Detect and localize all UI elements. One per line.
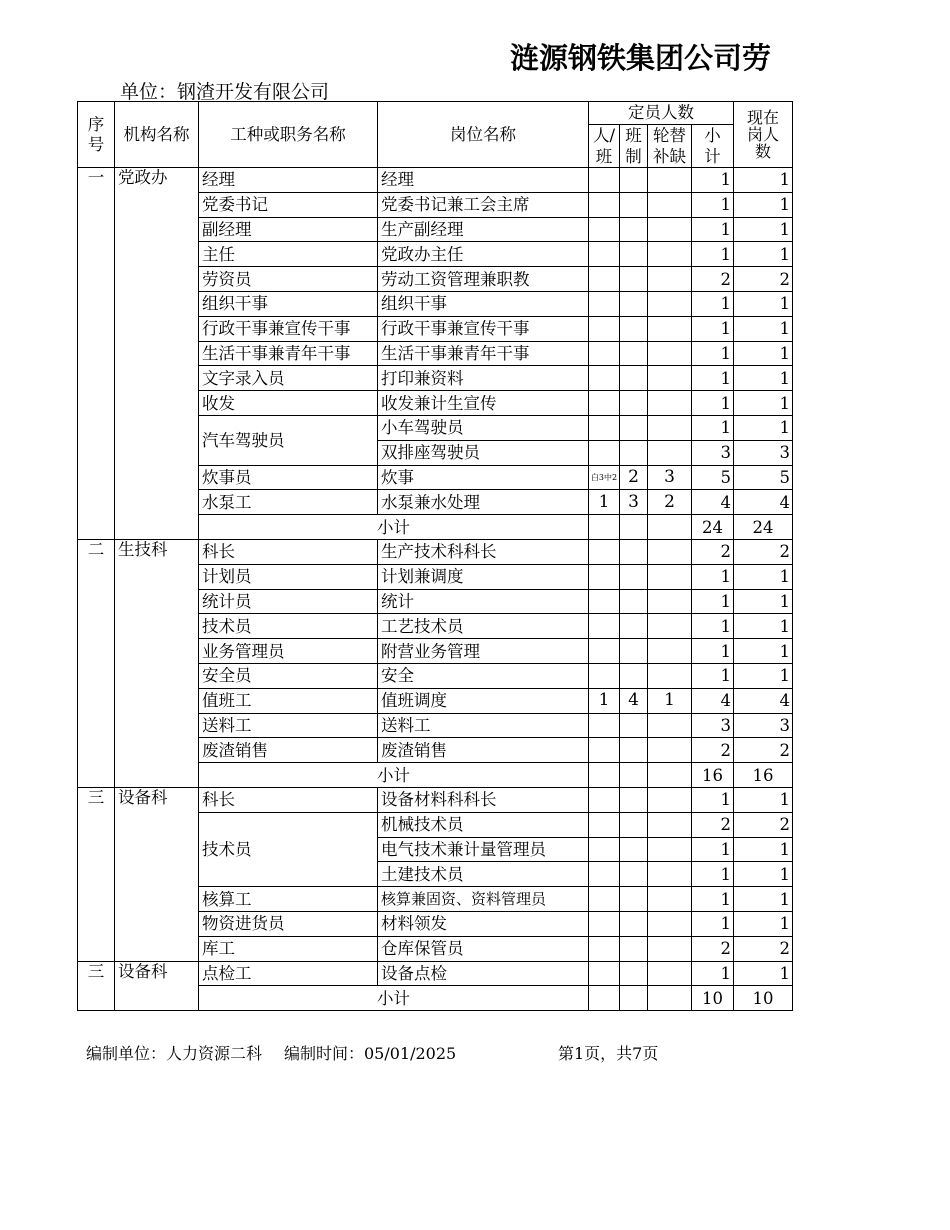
org-cell: 设备科 [115, 961, 199, 1011]
subtotal-cell: 1 [692, 639, 734, 664]
job-cell: 点检工 [199, 961, 378, 986]
current-cell: 1 [734, 887, 793, 912]
subtotal-cell: 5 [692, 465, 734, 490]
post-cell: 组织干事 [378, 291, 589, 316]
shifts-cell [620, 415, 648, 440]
current-cell: 1 [734, 391, 793, 416]
per-shift-cell [589, 168, 620, 193]
job-cell: 科长 [199, 539, 378, 564]
per-shift-cell [589, 242, 620, 267]
post-cell: 经理 [378, 168, 589, 193]
shifts-cell [620, 713, 648, 738]
current-cell: 1 [734, 639, 793, 664]
per-shift-cell [589, 738, 620, 763]
per-shift-cell [589, 663, 620, 688]
section-current-total: 10 [734, 986, 793, 1011]
post-cell: 炊事 [378, 465, 589, 490]
empty-cell [648, 515, 692, 540]
job-cell: 废渣销售 [199, 738, 378, 763]
current-cell: 3 [734, 440, 793, 465]
section-current-total: 16 [734, 763, 793, 788]
job-cell: 炊事员 [199, 465, 378, 490]
relief-cell [648, 713, 692, 738]
post-cell: 仓库保管员 [378, 936, 589, 961]
post-cell: 核算兼固资、资料管理员 [378, 887, 589, 912]
org-cell: 设备科 [115, 787, 199, 961]
shifts-cell [620, 812, 648, 837]
subtotal-cell: 1 [692, 911, 734, 936]
section-current-total: 24 [734, 515, 793, 540]
shifts-cell [620, 217, 648, 242]
current-cell: 1 [734, 564, 793, 589]
relief-cell [648, 391, 692, 416]
post-cell: 行政干事兼宣传干事 [378, 316, 589, 341]
shifts-cell [620, 192, 648, 217]
post-cell: 生产技术科科长 [378, 539, 589, 564]
shifts-cell: 3 [620, 490, 648, 515]
subtotal-cell: 4 [692, 490, 734, 515]
relief-cell [648, 812, 692, 837]
current-cell: 1 [734, 341, 793, 366]
staffing-table-container [77, 101, 790, 1013]
seq-cell: 三 [78, 961, 115, 1011]
seq-cell: 一 [78, 168, 115, 540]
current-cell: 1 [734, 366, 793, 391]
job-cell: 劳资员 [199, 267, 378, 292]
job-cell: 物资进货员 [199, 911, 378, 936]
header-job: 工种或职务名称 [199, 102, 378, 168]
per-shift-cell [589, 341, 620, 366]
subtotal-cell: 1 [692, 168, 734, 193]
post-cell: 生产副经理 [378, 217, 589, 242]
footer-prepared-by: 编制单位：人力资源二科 [86, 1044, 263, 1063]
empty-cell [648, 986, 692, 1011]
post-cell: 党委书记兼工会主席 [378, 192, 589, 217]
per-shift-cell [589, 267, 620, 292]
subtotal-cell: 2 [692, 738, 734, 763]
post-cell: 废渣销售 [378, 738, 589, 763]
per-shift-cell [589, 713, 620, 738]
subtotal-cell: 4 [692, 688, 734, 713]
shifts-cell [620, 936, 648, 961]
per-shift-cell [589, 961, 620, 986]
per-shift-cell [589, 589, 620, 614]
post-cell: 统计 [378, 589, 589, 614]
per-shift-cell: 1 [589, 490, 620, 515]
relief-cell [648, 614, 692, 639]
table-row [78, 787, 793, 812]
job-cell: 库工 [199, 936, 378, 961]
current-cell: 1 [734, 291, 793, 316]
relief-cell [648, 639, 692, 664]
post-cell: 党政办主任 [378, 242, 589, 267]
org-cell: 党政办 [115, 168, 199, 540]
empty-cell [620, 763, 648, 788]
section-subtotal: 16 [692, 763, 734, 788]
relief-cell: 2 [648, 490, 692, 515]
post-cell: 劳动工资管理兼职教 [378, 267, 589, 292]
subtotal-cell: 1 [692, 564, 734, 589]
current-cell: 1 [734, 415, 793, 440]
current-cell: 1 [734, 217, 793, 242]
empty-cell [589, 763, 620, 788]
per-shift-cell: 白3中2 [589, 465, 620, 490]
relief-cell [648, 415, 692, 440]
subtotal-cell: 1 [692, 316, 734, 341]
per-shift-cell [589, 366, 620, 391]
staffing-table [77, 101, 793, 1011]
post-cell: 收发兼计生宣传 [378, 391, 589, 416]
shifts-cell [620, 341, 648, 366]
current-cell: 1 [734, 663, 793, 688]
empty-cell [589, 986, 620, 1011]
per-shift-cell [589, 862, 620, 887]
current-cell: 2 [734, 539, 793, 564]
subtotal-cell: 1 [692, 366, 734, 391]
job-cell: 技术员 [199, 812, 378, 886]
job-cell: 计划员 [199, 564, 378, 589]
current-cell: 4 [734, 490, 793, 515]
relief-cell [648, 862, 692, 887]
job-cell: 核算工 [199, 887, 378, 912]
subtotal-cell: 2 [692, 539, 734, 564]
document-title: 涟源钢铁集团公司劳 [510, 41, 772, 75]
header-org: 机构名称 [115, 102, 199, 168]
current-cell: 1 [734, 961, 793, 986]
subtotal-cell: 1 [692, 291, 734, 316]
post-cell: 安全 [378, 663, 589, 688]
subtotal-cell: 1 [692, 391, 734, 416]
header-shifts: 班制 [620, 125, 648, 168]
table-row [78, 539, 793, 564]
relief-cell [648, 242, 692, 267]
shifts-cell [620, 887, 648, 912]
relief-cell [648, 936, 692, 961]
shifts-cell [620, 639, 648, 664]
job-cell: 技术员 [199, 614, 378, 639]
shifts-cell [620, 961, 648, 986]
per-shift-cell [589, 564, 620, 589]
shifts-cell [620, 168, 648, 193]
relief-cell [648, 291, 692, 316]
subtotal-cell: 1 [692, 663, 734, 688]
per-shift-cell [589, 639, 620, 664]
subtotal-cell: 1 [692, 341, 734, 366]
table-row [78, 168, 793, 193]
shifts-cell [620, 787, 648, 812]
relief-cell [648, 192, 692, 217]
per-shift-cell [589, 787, 620, 812]
shifts-cell: 4 [620, 688, 648, 713]
shifts-cell [620, 391, 648, 416]
post-cell: 工艺技术员 [378, 614, 589, 639]
shifts-cell [620, 267, 648, 292]
job-cell: 主任 [199, 242, 378, 267]
table-row [78, 961, 793, 986]
relief-cell [648, 663, 692, 688]
per-shift-cell [589, 192, 620, 217]
header-quota: 定员人数 [589, 102, 734, 125]
subtotal-label: 小计 [199, 986, 589, 1011]
post-cell: 打印兼资料 [378, 366, 589, 391]
shifts-cell [620, 738, 648, 763]
job-cell: 副经理 [199, 217, 378, 242]
job-cell: 组织干事 [199, 291, 378, 316]
per-shift-cell [589, 316, 620, 341]
job-cell: 汽车驾驶员 [199, 415, 378, 465]
subtotal-cell: 2 [692, 267, 734, 292]
subtotal-cell: 1 [692, 787, 734, 812]
post-cell: 设备材料科科长 [378, 787, 589, 812]
shifts-cell [620, 539, 648, 564]
job-cell: 经理 [199, 168, 378, 193]
current-cell: 1 [734, 614, 793, 639]
subtotal-cell: 1 [692, 837, 734, 862]
post-cell: 值班调度 [378, 688, 589, 713]
per-shift-cell [589, 539, 620, 564]
current-cell: 2 [734, 812, 793, 837]
job-cell: 科长 [199, 787, 378, 812]
current-cell: 2 [734, 738, 793, 763]
job-cell: 统计员 [199, 589, 378, 614]
relief-cell [648, 961, 692, 986]
subtotal-cell: 1 [692, 961, 734, 986]
subtotal-label: 小计 [199, 515, 589, 540]
relief-cell [648, 217, 692, 242]
per-shift-cell [589, 812, 620, 837]
per-shift-cell [589, 936, 620, 961]
post-cell: 送料工 [378, 713, 589, 738]
per-shift-cell [589, 415, 620, 440]
post-cell: 材料领发 [378, 911, 589, 936]
seq-cell: 三 [78, 787, 115, 961]
per-shift-cell [589, 614, 620, 639]
per-shift-cell [589, 217, 620, 242]
footer-prepared-date: 编制时间：05/01/2025 [284, 1044, 457, 1063]
header-subtotal: 小计 [692, 125, 734, 168]
subtotal-label: 小计 [199, 763, 589, 788]
relief-cell [648, 787, 692, 812]
relief-cell [648, 440, 692, 465]
subtotal-cell: 1 [692, 614, 734, 639]
shifts-cell [620, 663, 648, 688]
subtotal-cell: 1 [692, 415, 734, 440]
shifts-cell [620, 440, 648, 465]
shifts-cell [620, 862, 648, 887]
current-cell: 1 [734, 589, 793, 614]
relief-cell [648, 589, 692, 614]
header-post: 岗位名称 [378, 102, 589, 168]
relief-cell [648, 911, 692, 936]
per-shift-cell [589, 887, 620, 912]
job-cell: 水泵工 [199, 490, 378, 515]
relief-cell: 3 [648, 465, 692, 490]
current-cell: 2 [734, 267, 793, 292]
per-shift-cell [589, 391, 620, 416]
empty-cell [620, 515, 648, 540]
subtotal-cell: 1 [692, 242, 734, 267]
current-cell: 1 [734, 168, 793, 193]
seq-cell: 二 [78, 539, 115, 787]
current-cell: 1 [734, 787, 793, 812]
per-shift-cell [589, 911, 620, 936]
current-cell: 4 [734, 688, 793, 713]
relief-cell [648, 366, 692, 391]
shifts-cell [620, 614, 648, 639]
current-cell: 1 [734, 242, 793, 267]
org-cell: 生技科 [115, 539, 199, 787]
current-cell: 1 [734, 192, 793, 217]
current-cell: 1 [734, 316, 793, 341]
job-cell: 值班工 [199, 688, 378, 713]
unit-label: 单位：钢渣开发有限公司 [120, 81, 330, 103]
empty-cell [648, 763, 692, 788]
post-cell: 电气技术兼计量管理员 [378, 837, 589, 862]
section-subtotal: 24 [692, 515, 734, 540]
shifts-cell [620, 564, 648, 589]
per-shift-cell [589, 837, 620, 862]
relief-cell [648, 564, 692, 589]
shifts-cell [620, 911, 648, 936]
subtotal-cell: 1 [692, 217, 734, 242]
header-seq: 序号 [78, 102, 115, 168]
relief-cell [648, 168, 692, 193]
job-cell: 安全员 [199, 663, 378, 688]
shifts-cell [620, 366, 648, 391]
post-cell: 小车驾驶员 [378, 415, 589, 440]
job-cell: 行政干事兼宣传干事 [199, 316, 378, 341]
subtotal-cell: 1 [692, 887, 734, 912]
per-shift-cell [589, 291, 620, 316]
subtotal-cell: 2 [692, 812, 734, 837]
header-per-shift: 人/班 [589, 125, 620, 168]
per-shift-cell: 1 [589, 688, 620, 713]
post-cell: 生活干事兼青年干事 [378, 341, 589, 366]
job-cell: 文字录入员 [199, 366, 378, 391]
relief-cell: 1 [648, 688, 692, 713]
section-subtotal: 10 [692, 986, 734, 1011]
subtotal-cell: 3 [692, 440, 734, 465]
job-cell: 送料工 [199, 713, 378, 738]
shifts-cell [620, 316, 648, 341]
post-cell: 土建技术员 [378, 862, 589, 887]
subtotal-cell: 1 [692, 192, 734, 217]
relief-cell [648, 738, 692, 763]
post-cell: 设备点检 [378, 961, 589, 986]
post-cell: 机械技术员 [378, 812, 589, 837]
relief-cell [648, 837, 692, 862]
relief-cell [648, 341, 692, 366]
subtotal-cell: 1 [692, 589, 734, 614]
job-cell: 党委书记 [199, 192, 378, 217]
current-cell: 3 [734, 713, 793, 738]
relief-cell [648, 267, 692, 292]
per-shift-cell [589, 440, 620, 465]
shifts-cell: 2 [620, 465, 648, 490]
current-cell: 1 [734, 911, 793, 936]
relief-cell [648, 316, 692, 341]
subtotal-cell: 3 [692, 713, 734, 738]
current-cell: 1 [734, 837, 793, 862]
empty-cell [589, 515, 620, 540]
job-cell: 业务管理员 [199, 639, 378, 664]
post-cell: 附营业务管理 [378, 639, 589, 664]
job-cell: 收发 [199, 391, 378, 416]
shifts-cell [620, 291, 648, 316]
header-current: 现在岗人数 [734, 102, 793, 168]
relief-cell [648, 887, 692, 912]
current-cell: 2 [734, 936, 793, 961]
subtotal-cell: 1 [692, 862, 734, 887]
empty-cell [620, 986, 648, 1011]
job-cell: 生活干事兼青年干事 [199, 341, 378, 366]
post-cell: 计划兼调度 [378, 564, 589, 589]
header-relief: 轮替补缺 [648, 125, 692, 168]
current-cell: 5 [734, 465, 793, 490]
shifts-cell [620, 589, 648, 614]
footer-page-number: 第1页，共7页 [558, 1044, 659, 1063]
subtotal-cell: 2 [692, 936, 734, 961]
post-cell: 双排座驾驶员 [378, 440, 589, 465]
relief-cell [648, 539, 692, 564]
current-cell: 1 [734, 862, 793, 887]
shifts-cell [620, 837, 648, 862]
shifts-cell [620, 242, 648, 267]
post-cell: 水泵兼水处理 [378, 490, 589, 515]
